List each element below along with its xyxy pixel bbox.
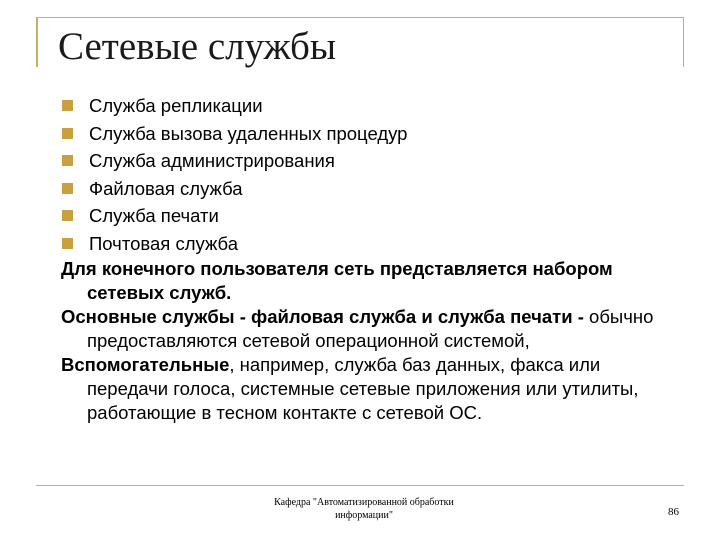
square-bullet-icon bbox=[62, 183, 73, 194]
bullet-text: Служба репликации bbox=[89, 95, 263, 116]
footer-divider bbox=[36, 485, 684, 486]
bullet-item bbox=[61, 120, 681, 148]
paragraph-main-services bbox=[61, 305, 681, 353]
square-bullet-icon bbox=[62, 155, 73, 166]
frame-top-line bbox=[36, 17, 684, 18]
bullet-text: Служба печати bbox=[89, 205, 219, 226]
bullet-text: Почтовая служба bbox=[89, 232, 238, 254]
page-number: 86 bbox=[668, 506, 679, 518]
frame-right-line bbox=[683, 17, 684, 67]
footer-department bbox=[244, 496, 484, 522]
bullet-item bbox=[61, 147, 681, 175]
square-bullet-icon bbox=[62, 128, 73, 139]
footer-line-1: Кафедра "Автоматизированной обработки bbox=[274, 497, 454, 508]
auxiliary-bold: Вспомогательные bbox=[61, 354, 230, 375]
footer-line-2: информации" bbox=[335, 510, 393, 521]
paragraph-end-user: Для конечного пользователя сеть представляется набором сетевых служб. bbox=[61, 258, 613, 303]
slide-title: Сетевые службы bbox=[58, 25, 337, 68]
bullet-text: Файловая служба bbox=[89, 177, 243, 199]
main-services-bold: Основные службы - файловая служба и служба печати - bbox=[61, 306, 584, 327]
main-services-text: обычно предоставляются сетевой операционной системой, bbox=[87, 306, 654, 351]
bullet-item bbox=[61, 92, 681, 120]
slide-content bbox=[61, 92, 681, 425]
square-bullet-icon bbox=[62, 100, 73, 111]
bullet-item bbox=[61, 230, 681, 258]
bullet-text: Служба администрирования bbox=[89, 150, 335, 171]
bullet-item bbox=[61, 175, 681, 203]
auxiliary-text: , например, служба баз данных, факса или передачи голоса, системные сетевые приложения или утилиты, работающие в тесном контакте с сетевой ОС. bbox=[87, 354, 639, 423]
square-bullet-icon bbox=[62, 238, 73, 249]
square-bullet-icon bbox=[62, 210, 73, 221]
bullet-text: Служба вызова удаленных процедур bbox=[89, 122, 408, 144]
paragraph-auxiliary-services bbox=[61, 353, 681, 425]
bullet-item bbox=[61, 202, 681, 230]
frame-left-line bbox=[36, 17, 38, 67]
